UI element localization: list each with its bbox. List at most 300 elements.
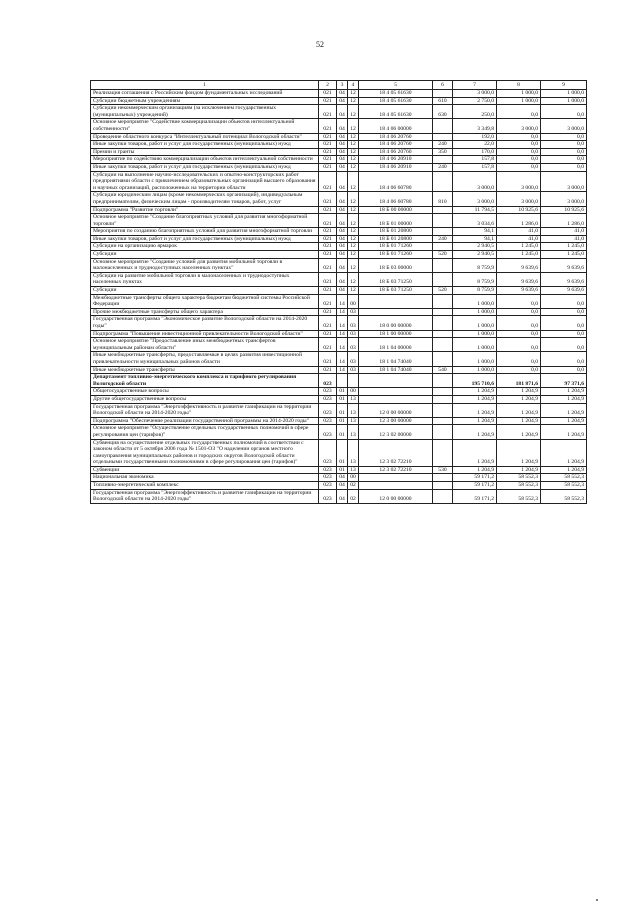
amount-col-9: 41,0: [541, 228, 587, 236]
admin-code: 021: [319, 214, 337, 228]
amount-col-8: 1 000,0: [497, 90, 541, 98]
amount-col-8: 0,0: [497, 294, 541, 308]
section-code: 01: [337, 388, 348, 396]
row-name: Основное мероприятие "Создание благоприятных условий для развития многоформатной торговли": [91, 214, 319, 228]
admin-code: 021: [319, 294, 337, 308]
header-cell: 5: [359, 81, 433, 90]
amount-col-7: 8 759,9: [453, 272, 497, 286]
section-code: 14: [337, 330, 348, 338]
expense-type-code: [433, 482, 453, 490]
subsection-code: 03: [348, 330, 359, 338]
expense-type-code: [433, 374, 453, 388]
admin-code: 021: [319, 105, 337, 119]
amount-col-9: 0,0: [541, 308, 587, 316]
subsection-code: 02: [348, 482, 359, 490]
subsection-code: 12: [348, 163, 359, 171]
expense-type-code: 240: [433, 141, 453, 149]
scan-dot: [596, 899, 598, 901]
table-row: [91, 214, 587, 228]
subsection-code: 02: [348, 489, 359, 503]
amount-col-7: 1 204,9: [453, 403, 497, 417]
table-row: [91, 156, 587, 164]
section-code: 04: [337, 105, 348, 119]
subsection-code: 13: [348, 439, 359, 466]
table-row: [91, 228, 587, 236]
amount-col-9: 0,0: [541, 316, 587, 330]
admin-code: 023: [319, 439, 337, 466]
expense-type-code: [433, 119, 453, 133]
table-row: [91, 366, 587, 374]
table-row: [91, 258, 587, 272]
row-name: Подпрограмма "Развитие торговли": [91, 206, 319, 214]
row-name: Субсидии: [91, 251, 319, 259]
target-article-code: 12 3 02 72210: [359, 466, 433, 474]
amount-col-8: 0,0: [497, 141, 541, 149]
target-article-code: 18 Б 01 20800: [359, 235, 433, 243]
section-code: 04: [337, 206, 348, 214]
row-name: Национальная экономика: [91, 474, 319, 482]
amount-col-9: 0,0: [541, 294, 587, 308]
amount-col-8: 58 552,3: [497, 489, 541, 503]
expense-type-code: 810: [433, 192, 453, 206]
admin-code: 021: [319, 243, 337, 251]
subsection-code: 12: [348, 141, 359, 149]
section-code: 04: [337, 214, 348, 228]
subsection-code: 12: [348, 287, 359, 295]
table-row: [91, 272, 587, 286]
target-article-code: 18 Б 01 71260: [359, 243, 433, 251]
row-name: Субсидии: [91, 287, 319, 295]
amount-col-9: 1 204,9: [541, 439, 587, 466]
admin-code: 021: [319, 258, 337, 272]
section-code: 01: [337, 466, 348, 474]
amount-col-7: 157,8: [453, 156, 497, 164]
target-article-code: 18 4 05 61630: [359, 90, 433, 98]
amount-col-8: 0,0: [497, 133, 541, 141]
row-name: Премии и гранты: [91, 148, 319, 156]
amount-col-7: 59 171,2: [453, 474, 497, 482]
section-code: 01: [337, 439, 348, 466]
target-article-code: [359, 482, 433, 490]
table-row: [91, 148, 587, 156]
target-article-code: 18 Б 03 71250: [359, 287, 433, 295]
section-code: 01: [337, 425, 348, 439]
amount-col-8: 1 204,9: [497, 425, 541, 439]
amount-col-9: 0,0: [541, 156, 587, 164]
amount-col-9: 1 204,9: [541, 388, 587, 396]
expense-type-code: [433, 272, 453, 286]
admin-code: 021: [319, 163, 337, 171]
target-article-code: 18 4 06 00000: [359, 119, 433, 133]
section-code: 04: [337, 272, 348, 286]
amount-col-7: 2 940,5: [453, 251, 497, 259]
amount-col-9: 58 552,3: [541, 474, 587, 482]
subsection-code: 13: [348, 395, 359, 403]
target-article-code: 18 4 06 20760: [359, 148, 433, 156]
header-cell: 6: [433, 81, 453, 90]
expense-type-code: [433, 403, 453, 417]
amount-col-7: 1 204,9: [453, 388, 497, 396]
admin-code: 021: [319, 206, 337, 214]
amount-col-9: 1 286,0: [541, 214, 587, 228]
amount-col-8: 0,0: [497, 330, 541, 338]
section-code: 04: [337, 171, 348, 192]
section-code: 04: [337, 156, 348, 164]
subsection-code: 12: [348, 243, 359, 251]
expense-type-code: [433, 243, 453, 251]
admin-code: 021: [319, 272, 337, 286]
amount-col-7: 1 000,0: [453, 308, 497, 316]
amount-col-7: 2 940,5: [453, 243, 497, 251]
subsection-code: 03: [348, 308, 359, 316]
subsection-code: 13: [348, 425, 359, 439]
admin-code: 023: [319, 388, 337, 396]
admin-code: 023: [319, 482, 337, 490]
table-row: [91, 374, 587, 388]
expense-type-code: [433, 156, 453, 164]
target-article-code: 18 4 06 20910: [359, 156, 433, 164]
admin-code: 023: [319, 417, 337, 425]
expense-type-code: [433, 474, 453, 482]
admin-code: 023: [319, 374, 337, 388]
subsection-code: 12: [348, 119, 359, 133]
row-name: Иные закупки товаров, работ и услуг для государственных (муниципальных) нужд: [91, 163, 319, 171]
amount-col-9: 1 204,9: [541, 466, 587, 474]
amount-col-9: 58 552,3: [541, 482, 587, 490]
target-article-code: [359, 294, 433, 308]
target-article-code: 18 Б 01 71260: [359, 251, 433, 259]
amount-col-8: 9 639,6: [497, 287, 541, 295]
subsection-code: 00: [348, 388, 359, 396]
table-row: [91, 489, 587, 503]
admin-code: 023: [319, 403, 337, 417]
target-article-code: 18 Б 03 71250: [359, 272, 433, 286]
expense-type-code: 630: [433, 105, 453, 119]
amount-col-8: 1 000,0: [497, 97, 541, 105]
target-article-code: [359, 308, 433, 316]
expense-type-code: 520: [433, 251, 453, 259]
admin-code: 021: [319, 235, 337, 243]
section-code: 01: [337, 403, 348, 417]
expense-type-code: 540: [433, 366, 453, 374]
amount-col-8: 0,0: [497, 163, 541, 171]
admin-code: 021: [319, 330, 337, 338]
target-article-code: 18 Б 01 20800: [359, 228, 433, 236]
amount-col-7: 94,1: [453, 235, 497, 243]
row-name: Проведение областного конкурса "Интеллектуальный потенциал Вологодской области": [91, 133, 319, 141]
amount-col-7: 94,1: [453, 228, 497, 236]
admin-code: 021: [319, 90, 337, 98]
admin-code: 021: [319, 156, 337, 164]
row-name: Субсидии бюджетным учреждениям: [91, 97, 319, 105]
amount-col-7: 1 000,0: [453, 352, 497, 366]
target-article-code: 18 1 04 74040: [359, 366, 433, 374]
admin-code: 021: [319, 308, 337, 316]
amount-col-7: 3 000,0: [453, 192, 497, 206]
admin-code: 021: [319, 133, 337, 141]
target-article-code: 18 4 06 20760: [359, 133, 433, 141]
header-cell: 7: [453, 81, 497, 90]
row-name: Государственная программа "Экономическое развитие Вологодской области на 2014-2020 годы": [91, 316, 319, 330]
table-row: [91, 466, 587, 474]
subsection-code: 12: [348, 251, 359, 259]
section-code: 14: [337, 366, 348, 374]
expense-type-code: [433, 133, 453, 141]
expense-type-code: [433, 417, 453, 425]
section-code: 04: [337, 474, 348, 482]
expense-type-code: 240: [433, 235, 453, 243]
row-name: Другие общегосударственные вопросы: [91, 395, 319, 403]
amount-col-8: 1 245,0: [497, 243, 541, 251]
amount-col-9: 0,0: [541, 141, 587, 149]
amount-col-8: 0,0: [497, 105, 541, 119]
target-article-code: 18 4 06 20910: [359, 163, 433, 171]
target-article-code: 18 4 05 61630: [359, 97, 433, 105]
subsection-code: [348, 374, 359, 388]
subsection-code: 13: [348, 417, 359, 425]
section-code: 04: [337, 228, 348, 236]
expense-type-code: [433, 90, 453, 98]
table-header-row: [91, 81, 587, 90]
target-article-code: 12 3 00 00000: [359, 417, 433, 425]
amount-col-9: 97 371,6: [541, 374, 587, 388]
expense-type-code: [433, 258, 453, 272]
subsection-code: 12: [348, 235, 359, 243]
amount-col-7: 1 000,0: [453, 294, 497, 308]
amount-col-8: 1 204,9: [497, 466, 541, 474]
admin-code: 023: [319, 395, 337, 403]
section-code: 04: [337, 119, 348, 133]
subsection-code: 12: [348, 133, 359, 141]
section-code: [337, 374, 348, 388]
expense-type-code: 520: [433, 287, 453, 295]
amount-col-8: 41,0: [497, 228, 541, 236]
table-body: [91, 90, 587, 504]
table-row: [91, 251, 587, 259]
amount-col-9: 3 000,0: [541, 119, 587, 133]
row-name: Департамент топливно-энергетического комплекса и тарифного регулирования Вологодской области: [91, 374, 319, 388]
target-article-code: 18 4 06 60780: [359, 192, 433, 206]
header-cell: 9: [541, 81, 587, 90]
section-code: 14: [337, 338, 348, 352]
amount-col-7: 8 759,9: [453, 258, 497, 272]
expense-type-code: [433, 388, 453, 396]
amount-col-9: 0,0: [541, 133, 587, 141]
row-name: Подпрограмма "Повышение инвестиционной привлекательности Вологодской области": [91, 330, 319, 338]
target-article-code: [359, 474, 433, 482]
amount-col-9: 41,0: [541, 235, 587, 243]
amount-col-8: 181 871,6: [497, 374, 541, 388]
admin-code: 021: [319, 287, 337, 295]
table-row: [91, 425, 587, 439]
amount-col-7: 3 349,8: [453, 119, 497, 133]
amount-col-9: 1 204,9: [541, 403, 587, 417]
subsection-code: 12: [348, 97, 359, 105]
table-row: [91, 482, 587, 490]
target-article-code: 18 4 05 61630: [359, 105, 433, 119]
amount-col-8: 0,0: [497, 366, 541, 374]
subsection-code: 12: [348, 206, 359, 214]
amount-col-7: 1 000,0: [453, 338, 497, 352]
row-name: Иные межбюджетные трансферты, предоставляемые в целях развития инвестиционной привлекательности муниципальных районов области: [91, 352, 319, 366]
amount-col-8: 58 552,3: [497, 474, 541, 482]
table-row: [91, 294, 587, 308]
amount-col-7: 1 204,9: [453, 417, 497, 425]
amount-col-9: 1 000,0: [541, 97, 587, 105]
subsection-code: 12: [348, 214, 359, 228]
row-name: Субсидии на организацию ярмарок: [91, 243, 319, 251]
expense-type-code: [433, 228, 453, 236]
section-code: 04: [337, 235, 348, 243]
expense-type-code: 530: [433, 466, 453, 474]
target-article-code: 18 1 04 00000: [359, 338, 433, 352]
amount-col-8: 1 204,9: [497, 395, 541, 403]
admin-code: 021: [319, 97, 337, 105]
admin-code: 021: [319, 228, 337, 236]
header-cell: 4: [348, 81, 359, 90]
target-article-code: 18 0 00 00000: [359, 316, 433, 330]
amount-col-8: 9 639,6: [497, 272, 541, 286]
expense-type-code: [433, 338, 453, 352]
table-row: [91, 316, 587, 330]
table-row: [91, 206, 587, 214]
row-name: Субвенции: [91, 466, 319, 474]
expense-type-code: 610: [433, 97, 453, 105]
table-row: [91, 90, 587, 98]
amount-col-8: 0,0: [497, 148, 541, 156]
section-code: 14: [337, 316, 348, 330]
amount-col-7: 3 000,0: [453, 90, 497, 98]
row-name: Подпрограмма "Обеспечение реализации государственной программы на 2014-2020 годы": [91, 417, 319, 425]
row-name: Субсидии юридическим лицам (кроме некоммерческих организаций), индивидуальным предпринимателям, физическим лицам - производителям товаров, работ, услуг: [91, 192, 319, 206]
section-code: 04: [337, 97, 348, 105]
admin-code: 023: [319, 489, 337, 503]
amount-col-7: 195 710,6: [453, 374, 497, 388]
table-row: [91, 403, 587, 417]
subsection-code: 12: [348, 192, 359, 206]
row-name: Основное мероприятие "Создание условий для развития мобильной торговли в малонаселенных и труднодоступных населенных пунктах": [91, 258, 319, 272]
expense-type-code: [433, 330, 453, 338]
section-code: 14: [337, 352, 348, 366]
row-name: Иные закупки товаров, работ и услуг для государственных (муниципальных) нужд: [91, 235, 319, 243]
table-row: [91, 417, 587, 425]
row-name: Субсидии на выполнение научно-исследовательских и опытно-конструкторских работ предприятиями области с привлечением образовательных организаций высшего образования и научных организаций, расположенных на территории области: [91, 171, 319, 192]
section-code: 04: [337, 482, 348, 490]
amount-col-7: 1 204,9: [453, 395, 497, 403]
subsection-code: 12: [348, 228, 359, 236]
amount-col-8: 1 204,9: [497, 403, 541, 417]
section-code: 01: [337, 417, 348, 425]
amount-col-9: 9 639,6: [541, 258, 587, 272]
amount-col-7: 192,0: [453, 133, 497, 141]
amount-col-8: 0,0: [497, 352, 541, 366]
subsection-code: 03: [348, 352, 359, 366]
amount-col-7: 250,0: [453, 105, 497, 119]
target-article-code: 12 3 02 72210: [359, 439, 433, 466]
subsection-code: 00: [348, 294, 359, 308]
admin-code: 021: [319, 141, 337, 149]
amount-col-9: 0,0: [541, 352, 587, 366]
row-name: Прочие межбюджетные трансферты общего характера: [91, 308, 319, 316]
subsection-code: 12: [348, 148, 359, 156]
section-code: 04: [337, 148, 348, 156]
amount-col-8: 9 639,6: [497, 258, 541, 272]
table-row: [91, 330, 587, 338]
subsection-code: 00: [348, 474, 359, 482]
amount-col-8: 0,0: [497, 316, 541, 330]
row-name: Иные закупки товаров, работ и услуг для государственных (муниципальных) нужд: [91, 141, 319, 149]
target-article-code: 12 3 02 00000: [359, 425, 433, 439]
header-cell: 8: [497, 81, 541, 90]
admin-code: 021: [319, 366, 337, 374]
target-article-code: 18 Б 03 00000: [359, 258, 433, 272]
table-row: [91, 474, 587, 482]
expense-type-code: [433, 171, 453, 192]
amount-col-9: 1 204,9: [541, 425, 587, 439]
section-code: 04: [337, 90, 348, 98]
amount-col-9: 1 204,9: [541, 395, 587, 403]
subsection-code: 12: [348, 90, 359, 98]
target-article-code: 18 4 06 60780: [359, 171, 433, 192]
admin-code: 021: [319, 316, 337, 330]
table-row: [91, 97, 587, 105]
section-code: 04: [337, 258, 348, 272]
table-row: [91, 243, 587, 251]
amount-col-9: 3 000,0: [541, 192, 587, 206]
amount-col-8: 1 286,0: [497, 214, 541, 228]
amount-col-9: 1 245,0: [541, 251, 587, 259]
amount-col-7: 8 759,9: [453, 287, 497, 295]
section-code: 04: [337, 251, 348, 259]
expense-type-code: [433, 214, 453, 228]
section-code: 01: [337, 395, 348, 403]
amount-col-7: 1 204,9: [453, 439, 497, 466]
table-row: [91, 192, 587, 206]
table-row: [91, 171, 587, 192]
table-row: [91, 308, 587, 316]
table-row: [91, 141, 587, 149]
row-name: Субсидии некоммерческим организациям (за исключением государственных (муниципальных) учреждений): [91, 105, 319, 119]
amount-col-7: 1 000,0: [453, 330, 497, 338]
amount-col-9: 0,0: [541, 338, 587, 352]
row-name: Основное мероприятие "Предоставление иных межбюджетных трансфертов муниципальным районам области": [91, 338, 319, 352]
admin-code: 021: [319, 119, 337, 133]
row-name: Межбюджетные трансферты общего характера бюджетам бюджетной системы Российской Федерации: [91, 294, 319, 308]
amount-col-9: 0,0: [541, 148, 587, 156]
subsection-code: 12: [348, 105, 359, 119]
section-code: 04: [337, 287, 348, 295]
amount-col-8: 0,0: [497, 156, 541, 164]
target-article-code: 18 1 00 00000: [359, 330, 433, 338]
target-article-code: [359, 374, 433, 388]
row-name: Мероприятие по содействию коммерциализации объектов интеллектуальной собственности: [91, 156, 319, 164]
amount-col-8: 3 000,0: [497, 171, 541, 192]
amount-col-9: 0,0: [541, 366, 587, 374]
expense-type-code: 240: [433, 163, 453, 171]
amount-col-7: 3 034,6: [453, 214, 497, 228]
row-name: Реализация соглашения с Российским фондом фундаментальных исследований: [91, 90, 319, 98]
row-name: Иные межбюджетные трансферты: [91, 366, 319, 374]
subsection-code: 12: [348, 258, 359, 272]
amount-col-7: 1 204,9: [453, 466, 497, 474]
expense-type-code: [433, 425, 453, 439]
section-code: 04: [337, 133, 348, 141]
amount-col-9: 9 639,6: [541, 287, 587, 295]
expense-type-code: [433, 308, 453, 316]
amount-col-9: 0,0: [541, 330, 587, 338]
section-code: 14: [337, 308, 348, 316]
section-code: 14: [337, 294, 348, 308]
